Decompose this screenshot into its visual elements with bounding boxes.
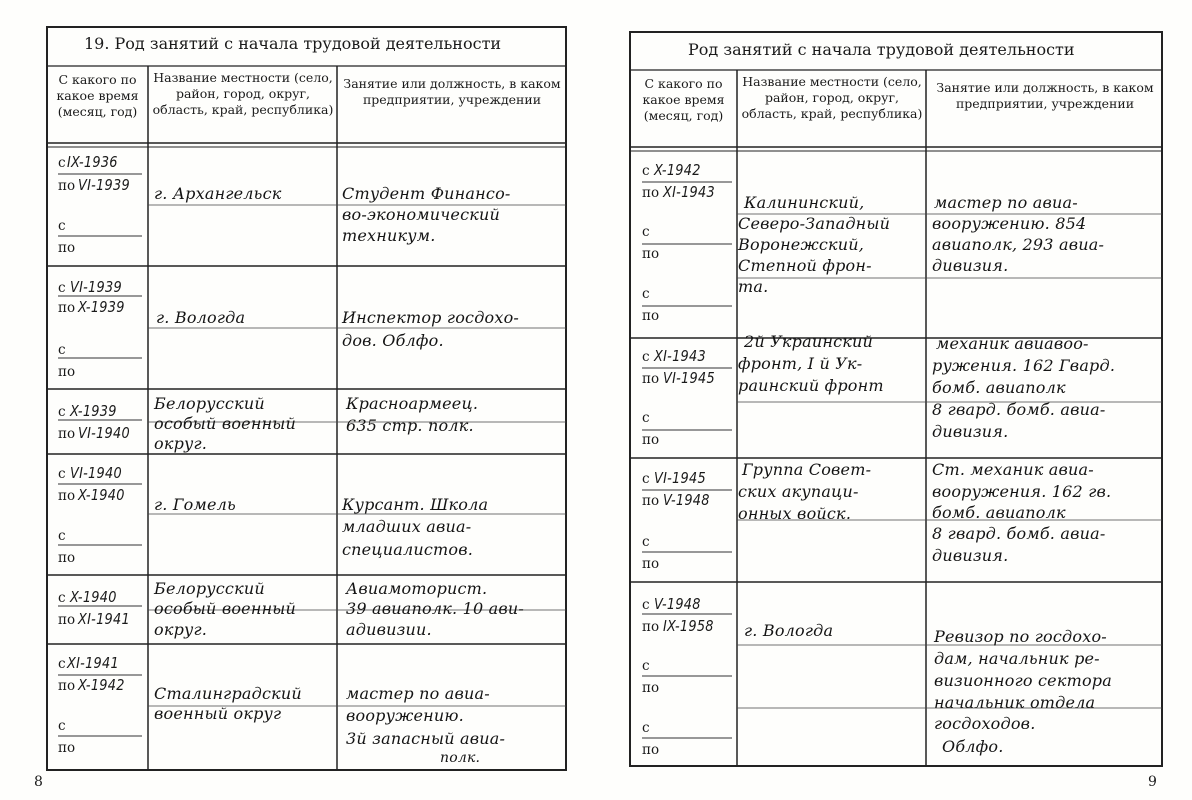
right-header-period: С какого по какое время (месяц, год) <box>642 76 725 123</box>
page-number-right: 9 <box>1148 774 1157 790</box>
job-line: бомб. авиаполк <box>932 503 1066 522</box>
to-label: по <box>58 426 76 442</box>
place-line: г. Вологда <box>744 621 834 640</box>
to-label: по <box>58 612 76 628</box>
from-date: V-1948 <box>654 595 701 613</box>
to-label: по <box>58 240 76 256</box>
job-line: Курсант. Школа <box>342 495 489 514</box>
job-line: механик авиавоо- <box>936 334 1089 353</box>
place-line: раинский фронт <box>738 376 884 395</box>
from-label: с <box>58 218 66 234</box>
job-line: Инспектор госдохо- <box>342 308 520 327</box>
job-line: Ст. механик авиа- <box>932 460 1094 479</box>
job-line: дам, начальник ре- <box>934 649 1100 668</box>
job-line: госдоходов. <box>934 714 1036 733</box>
left-page-title: 19. Род занятий с начала трудовой деятельности <box>84 34 502 53</box>
to-label: по <box>642 493 660 509</box>
from-label: с <box>642 163 650 179</box>
place-line: г. Архангельск <box>154 184 282 203</box>
place-line: особый военный <box>154 599 297 618</box>
job-line: дов. Облфо. <box>342 331 444 350</box>
to-date: X-1940 <box>78 486 125 504</box>
to-label: по <box>58 678 76 694</box>
job-line: 8 гвард. бомб. авиа- <box>932 524 1106 543</box>
left-header-place: Название местности (село, район, город, округ, область, край, республика) <box>152 70 334 117</box>
to-label: по <box>58 550 76 566</box>
to-label: по <box>58 364 76 380</box>
place-line: военный округ <box>154 704 282 723</box>
right-header-place: Название местности (село, район, город, округ, область, край, республика) <box>741 74 923 121</box>
job-line: Красноармеец. <box>346 394 479 413</box>
job-line: Авиамоторист. <box>346 579 488 598</box>
job-line: мастер по авиа- <box>346 684 490 703</box>
to-label: по <box>642 556 660 572</box>
from-label: с <box>642 658 650 674</box>
to-label: по <box>642 680 660 696</box>
place-line: Воронежский, <box>738 235 865 254</box>
page-number-left: 8 <box>34 774 43 790</box>
right-header-job: Занятие или должность, в каком предприятии, учреждении <box>936 80 1154 111</box>
from-label: с <box>642 349 650 365</box>
job-line: вооружению. 854 <box>932 214 1087 233</box>
from-label: с <box>58 590 66 606</box>
place-line: округ. <box>154 434 208 453</box>
from-date: X-1939 <box>70 402 117 420</box>
job-line: специалистов. <box>342 540 473 559</box>
place-line: особый военный <box>154 414 297 433</box>
job-line: 635 стр. полк. <box>346 416 474 435</box>
job-line: мастер по авиа- <box>934 193 1078 212</box>
from-label: с <box>58 466 66 482</box>
from-date: X-1942 <box>654 161 701 179</box>
from-label: с <box>58 656 66 672</box>
place-line: 2й Украинский <box>744 332 874 351</box>
place-line: округ. <box>154 620 208 639</box>
from-label: с <box>58 528 66 544</box>
place-line: Степной фрон- <box>738 256 872 275</box>
left-header-job: Занятие или должность, в каком предприятии, учреждении <box>343 76 561 107</box>
place-line: та. <box>738 277 769 296</box>
to-label: по <box>58 488 76 504</box>
job-line: младших авиа- <box>342 517 472 536</box>
to-label: по <box>58 740 76 756</box>
place-line: Белорусский <box>154 579 265 598</box>
job-line: 8 гвард. бомб. авиа- <box>932 400 1106 419</box>
from-label: с <box>642 471 650 487</box>
from-label: с <box>58 342 66 358</box>
place-line: Калининский, <box>744 193 865 212</box>
to-date: IX-1958 <box>663 617 714 635</box>
from-date: IX-1936 <box>67 153 118 171</box>
job-line: дивизия. <box>932 546 1009 565</box>
from-label: с <box>642 597 650 613</box>
from-date: VI-1939 <box>70 278 122 296</box>
to-label: по <box>642 619 660 635</box>
place-line: Северо-Западный <box>738 214 891 233</box>
to-label: по <box>58 178 76 194</box>
from-label: с <box>58 155 66 171</box>
job-line: 3й запасный авиа- <box>346 729 506 748</box>
job-line: техникум. <box>342 226 436 245</box>
right-table <box>596 0 1192 800</box>
to-date: V-1948 <box>663 491 710 509</box>
from-date: XI-1943 <box>654 347 706 365</box>
job-line: Облфо. <box>942 737 1004 756</box>
job-line: вооружению. <box>346 706 464 725</box>
from-date: VI-1940 <box>70 464 122 482</box>
right-page-title: Род занятий с начала трудовой деятельности <box>688 40 1075 59</box>
job-line: дивизия. <box>932 256 1009 275</box>
from-label: с <box>642 410 650 426</box>
from-label: с <box>58 404 66 420</box>
place-line: г. Вологда <box>156 308 246 327</box>
to-date: VI-1945 <box>663 369 715 387</box>
place-line: г. Гомель <box>154 495 236 514</box>
to-date: XI-1943 <box>663 183 715 201</box>
to-label: по <box>642 432 660 448</box>
job-line: полк. <box>440 750 481 766</box>
job-line: авиаполк, 293 авиа- <box>932 235 1105 254</box>
place-line: ских акупаци- <box>738 482 859 501</box>
place-line: Сталинградский <box>154 684 302 703</box>
from-label: с <box>58 718 66 734</box>
to-date: VI-1939 <box>78 176 130 194</box>
right-page <box>596 0 1192 800</box>
from-label: с <box>642 720 650 736</box>
job-line: визионного сектора <box>934 671 1112 690</box>
to-label: по <box>58 300 76 316</box>
to-label: по <box>642 185 660 201</box>
to-date: X-1942 <box>78 676 125 694</box>
to-date: VI-1940 <box>78 424 130 442</box>
job-line: Ревизор по госдохо- <box>934 627 1107 646</box>
to-label: по <box>642 371 660 387</box>
to-label: по <box>642 742 660 758</box>
from-label: с <box>642 286 650 302</box>
to-date: XI-1941 <box>78 610 130 628</box>
from-label: с <box>642 224 650 240</box>
to-label: по <box>642 308 660 324</box>
job-line: начальник отдела <box>934 693 1096 712</box>
from-date: XI-1941 <box>67 654 119 672</box>
to-label: по <box>642 246 660 262</box>
job-line: ружения. 162 Гвард. <box>932 356 1116 375</box>
left-header-period: С какого по какое время (месяц, год) <box>56 72 139 119</box>
from-date: X-1940 <box>70 588 117 606</box>
job-line: Студент Финансо- <box>342 184 511 203</box>
job-line: дивизия. <box>932 422 1009 441</box>
from-label: с <box>58 280 66 296</box>
place-line: Группа Совет- <box>742 460 872 479</box>
job-line: 39 авиаполк. 10 ави- <box>346 599 524 618</box>
place-line: Белорусский <box>154 394 265 413</box>
from-date: VI-1945 <box>654 469 706 487</box>
job-line: адивизии. <box>346 620 432 639</box>
from-label: с <box>642 534 650 550</box>
job-line: во-экономический <box>342 205 500 224</box>
to-date: X-1939 <box>78 298 125 316</box>
place-line: фронт, I й Ук- <box>738 354 863 373</box>
job-line: бомб. авиаполк <box>932 378 1066 397</box>
job-line: вооружения. 162 гв. <box>932 482 1112 501</box>
place-line: онных войск. <box>738 504 852 523</box>
